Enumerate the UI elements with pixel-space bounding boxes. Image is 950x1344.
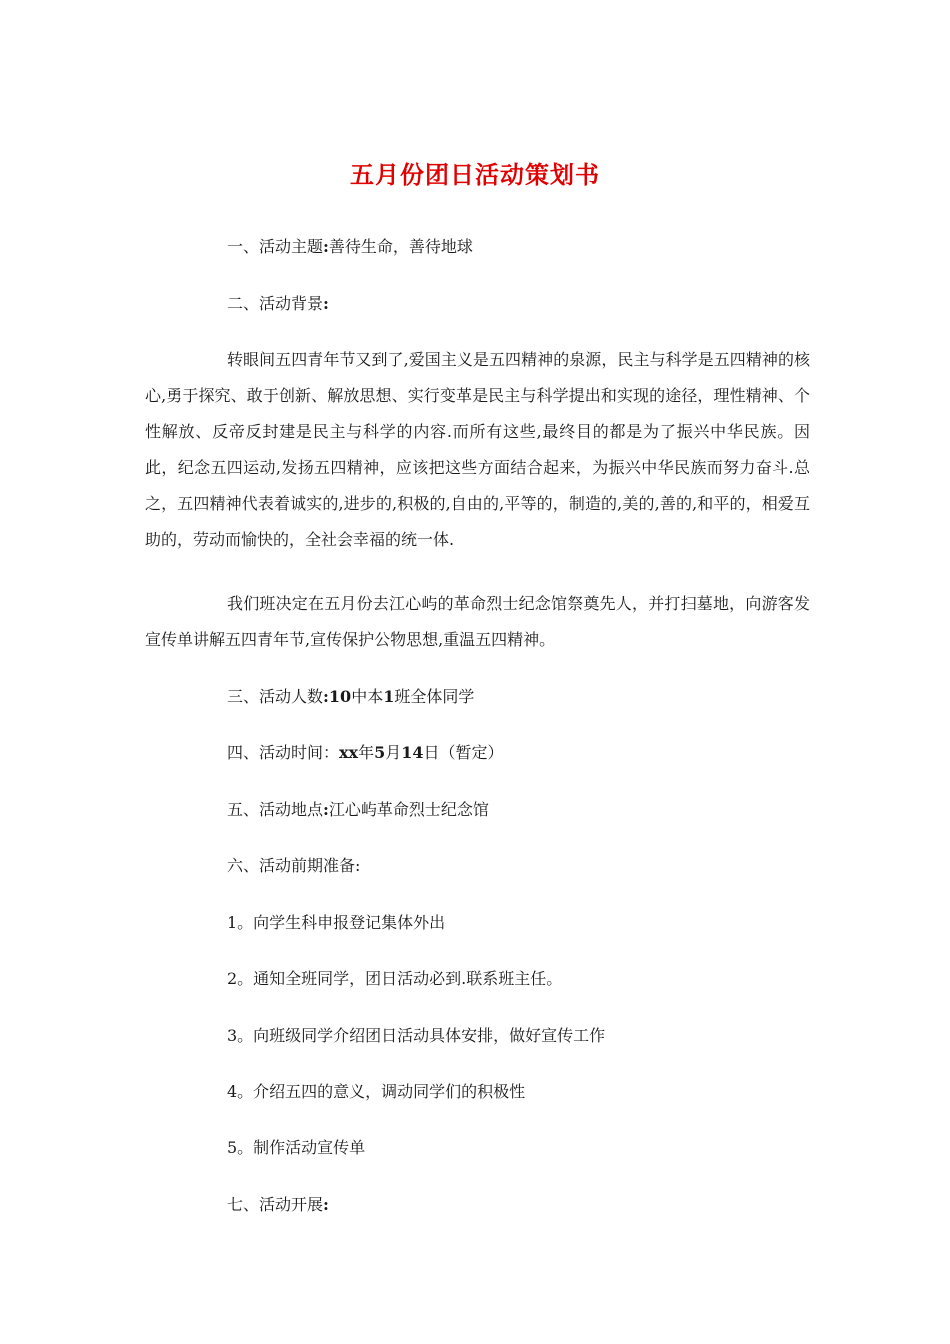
theme-colon: : (323, 237, 329, 256)
participants-label: 三、活动人数 (227, 687, 324, 706)
participants-text-2: 班全体同学 (394, 687, 475, 706)
preparation-item: 4。介绍五四的意义，调动同学们的积极性 (227, 1082, 526, 1101)
time-day: 14 (401, 743, 424, 762)
theme-value: 善待生命，善待地球 (328, 237, 473, 256)
background-label: 二、活动背景 (227, 294, 324, 313)
document-title: 五月份团日活动策划书 (350, 160, 600, 189)
background-paragraph-1: 转眼间五四青年节又到了,爱国主义是五四精神的泉源，民主与科学是五四精神的核心,勇于探究、敢于创新、解放思想、实行变革是民主与科学提出和实现的途径，理性精神、个性解放、反帝反封建是民主与科学的内容.而所有这些,最终目的都是为了振兴中华民族。因此，纪念五四运动,发扬五四精神，应该把这些方面结合起来，为振兴中华民族而努力奋斗.总之，五四精神代表着诚实的,进步的,积极的,自由的,平等的，制造的,美的,善的,和平的，相爱互助的，劳动而愉快的，全社会幸福的统一体. (145, 350, 810, 549)
section-participants (227, 685, 474, 709)
time-month-unit: 月 (385, 743, 402, 762)
theme-label: 一、活动主题 (227, 237, 324, 256)
section-development-heading (227, 1193, 329, 1217)
preparation-item: 5。制作活动宣传单 (227, 1138, 366, 1157)
participants-grade: 10 (328, 687, 352, 706)
time-year-unit: 年 (358, 743, 375, 762)
time-year: xx (339, 743, 359, 762)
preparation-item: 1。向学生科申报登记集体外出 (227, 913, 446, 932)
preparation-item: 3。向班级同学介绍团日活动具体安排，做好宣传工作 (227, 1026, 606, 1045)
section-location (227, 798, 489, 822)
section-background-heading (227, 292, 329, 316)
development-label: 七、活动开展 (227, 1195, 324, 1214)
background-paragraph-2: 我们班决定在五月份去江心屿的革命烈士纪念馆祭奠先人，并打扫墓地，向游客发宣传单讲解五四青年节,宣传保护公物思想,重温五四精神。 (145, 594, 810, 649)
time-month: 5 (374, 743, 386, 762)
location-label: 五、活动地点 (227, 800, 324, 819)
time-label: 四、活动时间： (227, 743, 340, 762)
participants-class-number: 1 (383, 687, 395, 706)
participants-colon: : (323, 687, 329, 706)
location-value: 江心屿革命烈士纪念馆 (328, 800, 489, 819)
section-theme (227, 235, 473, 259)
background-colon: : (323, 294, 329, 313)
location-colon: : (323, 800, 329, 819)
time-day-unit: 日（暂定） (423, 743, 504, 762)
participants-text-1: 中本 (351, 687, 384, 706)
development-colon: : (323, 1195, 329, 1214)
section-time (227, 741, 504, 765)
preparation-item: 2。通知全班同学，团日活动必到.联系班主任。 (227, 969, 563, 988)
section-preparation-heading: 六、活动前期准备: (227, 856, 361, 875)
